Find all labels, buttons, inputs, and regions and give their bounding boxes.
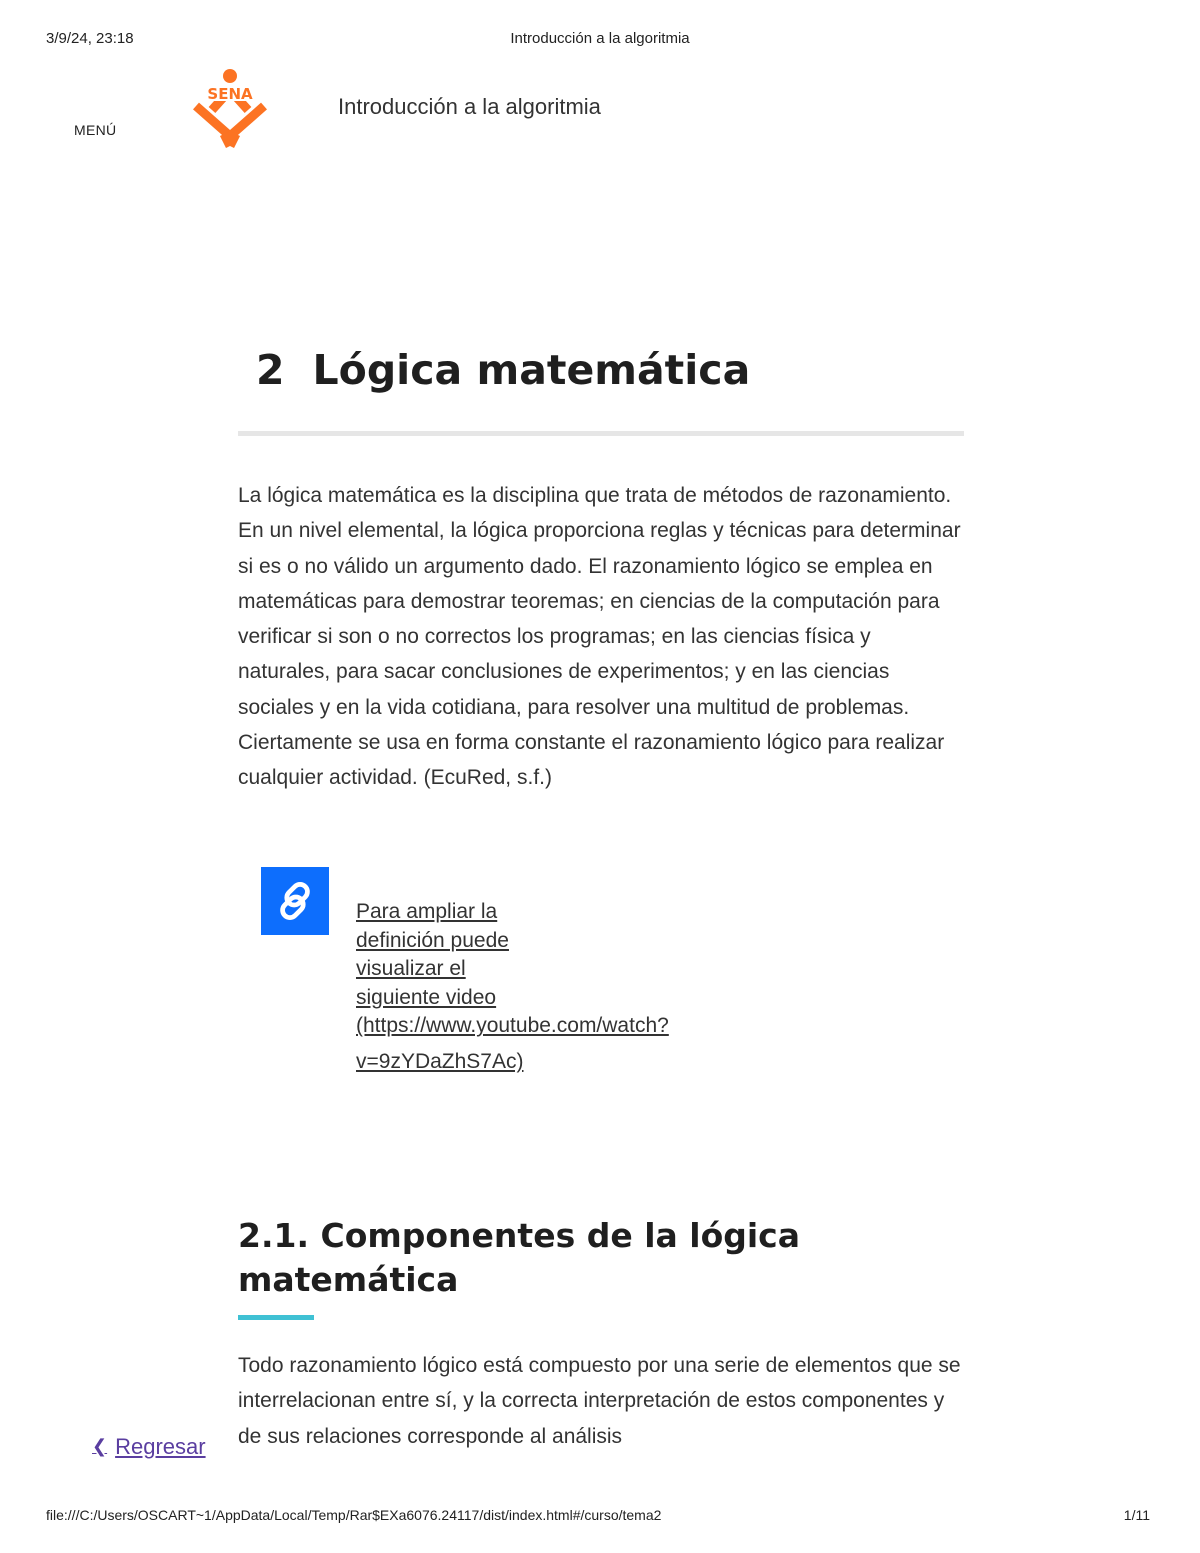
video-link-line: siguiente video xyxy=(356,985,497,1009)
subsection-paragraph: Todo razonamiento lógico está compuesto por una serie de elementos que se interrelacionan entre sí, y la correcta interpretación de estos componentes y de sus relaciones corresponde al análisis xyxy=(238,1354,961,1448)
print-document-title: Introducción a la algoritmia xyxy=(510,30,690,47)
video-link-line: Para ampliar la xyxy=(356,900,498,923)
chevron-left-icon: ❮ xyxy=(92,1435,108,1456)
section-number: 2 xyxy=(256,346,285,394)
video-link-line: (https://www.youtube.com/watch? xyxy=(356,1014,669,1038)
back-link[interactable] xyxy=(92,1434,206,1460)
subsection-accent-bar xyxy=(238,1315,314,1320)
video-link-line: v=9zYDaZhS7Ac) xyxy=(356,1049,524,1073)
section-title-text: Lógica matemática xyxy=(312,346,751,394)
course-title: Introducción a la algoritmia xyxy=(338,94,601,119)
resource-link-button[interactable] xyxy=(261,867,329,935)
sena-logo[interactable] xyxy=(190,68,270,148)
print-footer-url: file:///C:/Users/OSCART~1/AppData/Local/Temp/Rar$EXa6076.24117/dist/index.html#/curso/tema2 xyxy=(46,1507,662,1523)
print-date-time: 3/9/24, 23:18 xyxy=(46,30,134,47)
subsection-title: 2.1. Componentes de la lógica matemática xyxy=(238,1216,801,1299)
back-link-label: Regresar xyxy=(115,1434,206,1459)
sena-logo-icon xyxy=(190,68,270,148)
svg-text:SENA: SENA xyxy=(207,85,253,103)
video-link-line: visualizar el xyxy=(356,957,466,981)
video-link-line: definición puede xyxy=(356,928,509,952)
video-resource-link[interactable] xyxy=(356,898,716,1077)
link-icon xyxy=(274,880,316,922)
section-paragraph: La lógica matemática es la disciplina que trata de métodos de razonamiento. En un nivel elemental, la lógica proporciona reglas y técnicas para determinar si es o no válido un argumento dado. El razonamiento lógico se emplea en matemáticas para demostrar teoremas; en ciencias de la computación para verificar si son o no correctos los programas; en las ciencias física y naturales, para sacar conclusiones de experimentos; y en las ciencias sociales y en la vida cotidiana, para resolver una multitud de problemas. Ciertamente se usa en forma constante el razonamiento lógico para realizar cualquier actividad. (EcuRed, s.f.) xyxy=(238,484,961,790)
section-divider xyxy=(238,431,964,436)
print-page-number: 1/11 xyxy=(1123,1507,1150,1523)
menu-button[interactable]: MENÚ xyxy=(74,122,117,138)
section-title xyxy=(256,346,750,394)
